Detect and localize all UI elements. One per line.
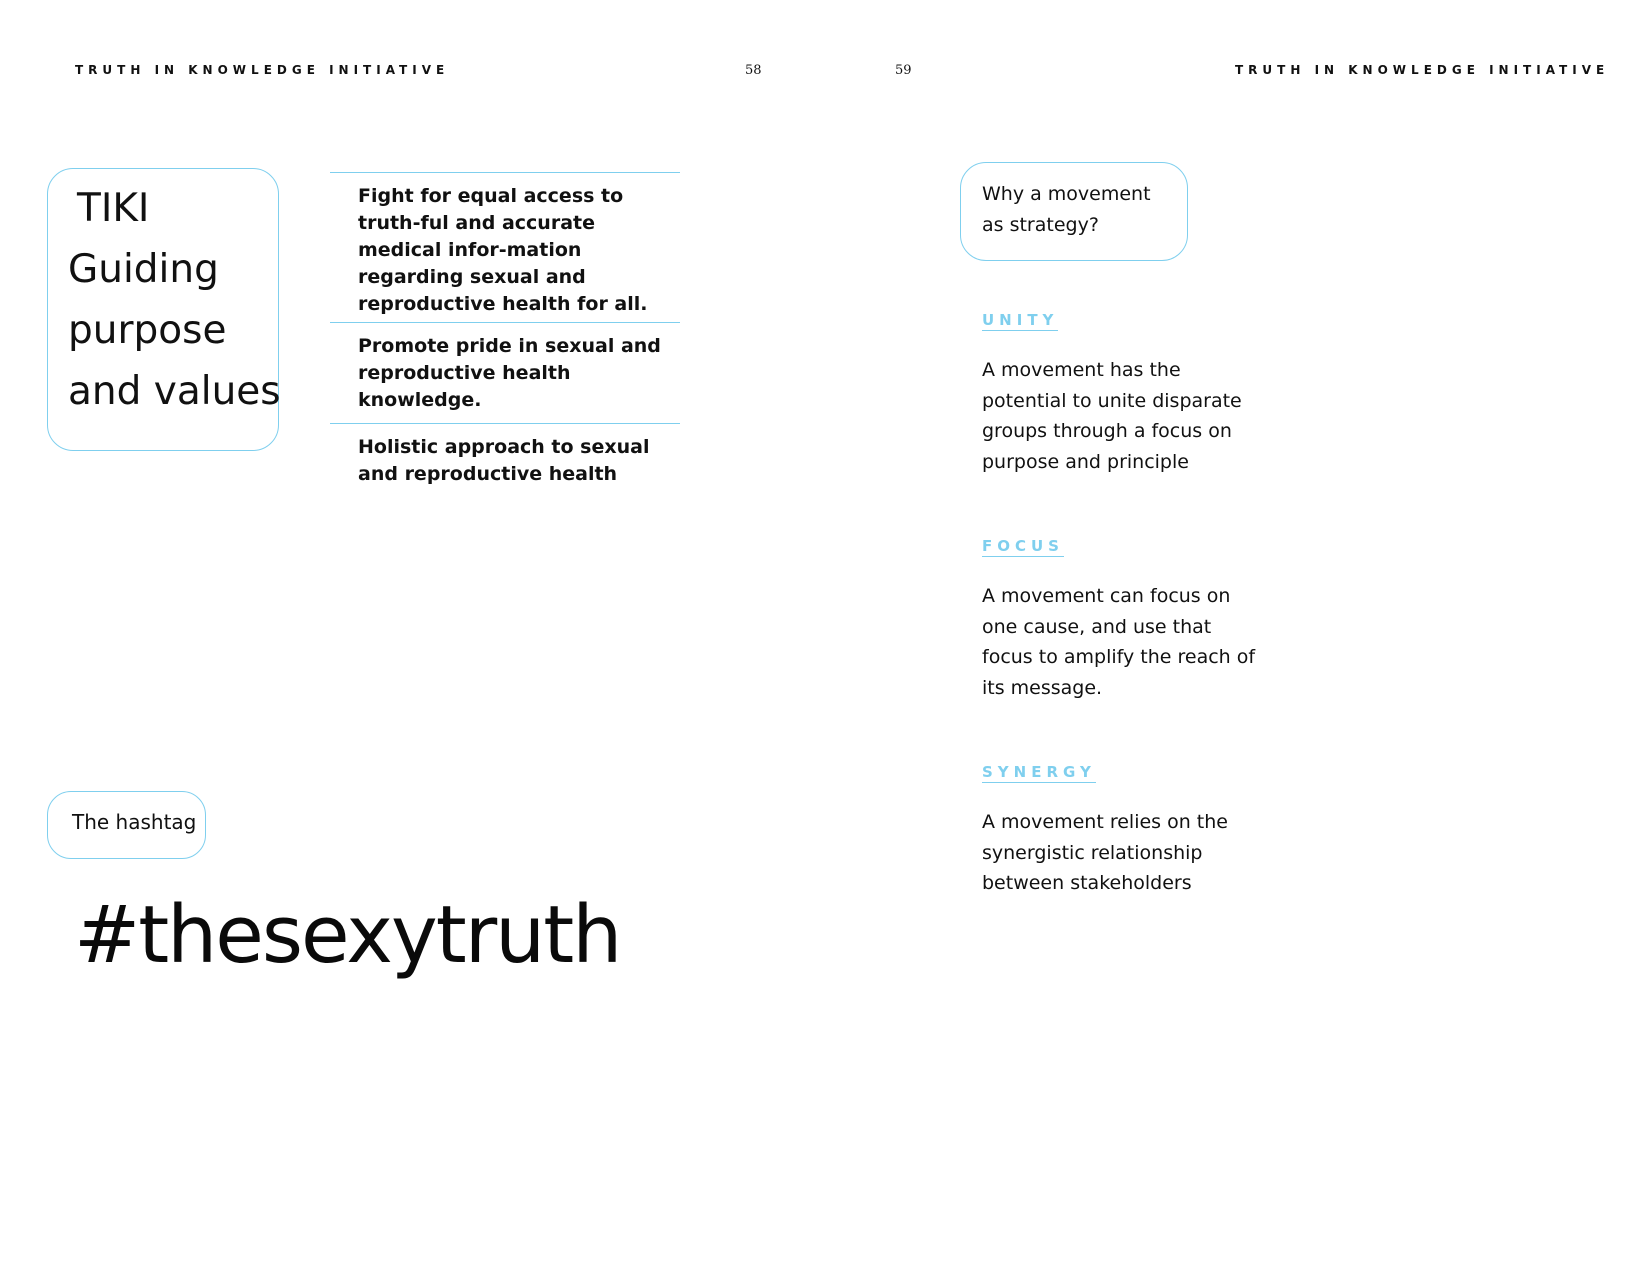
hashtag-label: The hashtag <box>72 810 197 834</box>
value-item-pride: Promote pride in sexual and reproductive health knowledge. <box>330 322 680 414</box>
guiding-purpose-title <box>68 178 281 422</box>
section-body-unity: A movement has the potential to unite disparate groups through a focus on purpose and principle <box>982 359 1242 473</box>
guiding-title-line: TIKI <box>77 186 150 231</box>
value-item-equal-access: Fight for equal access to truth-ful and accurate medical infor-mation regarding sexual and reproductive health for all. <box>330 172 680 318</box>
page-number-right: 59 <box>895 63 912 78</box>
value-item-holistic: Holistic approach to sexual and reproductive health <box>330 423 680 488</box>
why-movement-question: Why a movement as strategy? <box>982 183 1151 236</box>
section-label-unity: UNITY <box>982 311 1059 329</box>
guiding-title-line: and values <box>68 369 281 414</box>
section-body-focus: A movement can focus on one cause, and use that focus to amplify the reach of its message. <box>982 585 1256 699</box>
section-label-synergy: SYNERGY <box>982 763 1096 781</box>
page-number-left: 58 <box>745 63 762 78</box>
section-body-synergy: A movement relies on the synergistic relationship between stakeholders <box>982 811 1228 894</box>
guiding-title-line: Guiding <box>68 247 219 292</box>
hashtag-text: #thesexytruth <box>74 889 621 981</box>
running-title-left: TRUTH IN KNOWLEDGE INITIATIVE <box>75 63 450 77</box>
section-label-focus: FOCUS <box>982 537 1064 555</box>
guiding-title-line: purpose <box>68 308 227 353</box>
running-title-right: TRUTH IN KNOWLEDGE INITIATIVE <box>1235 63 1610 77</box>
